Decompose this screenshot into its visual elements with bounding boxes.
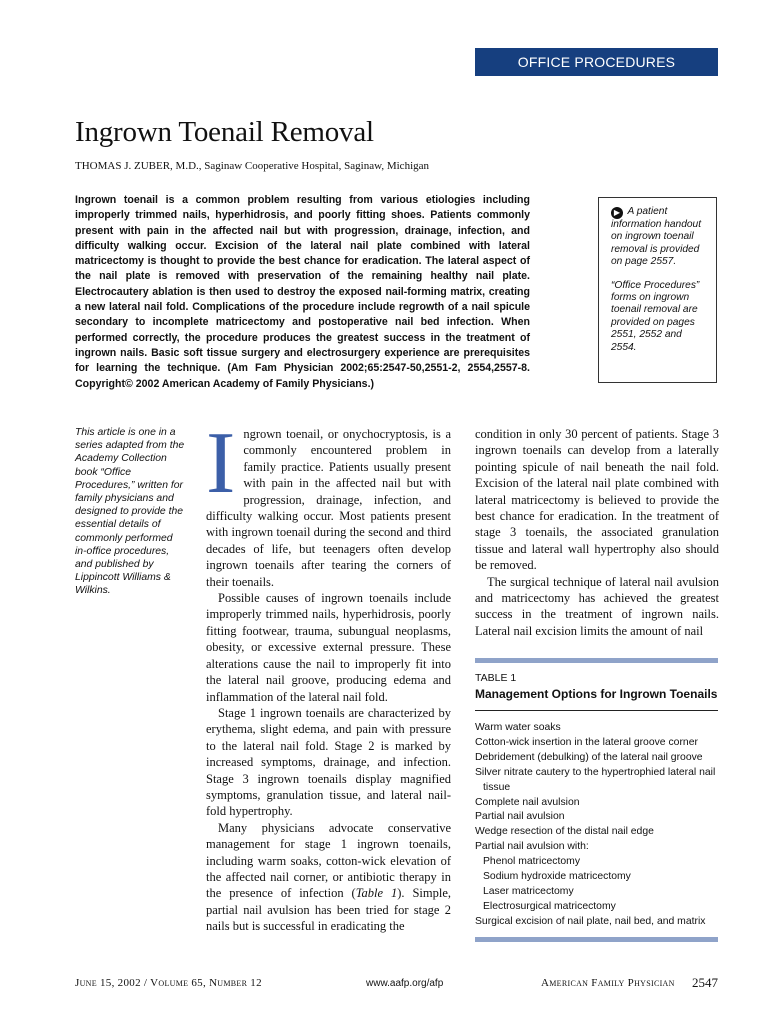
table-item: Cotton-wick insertion in the lateral groove corner — [475, 736, 698, 748]
section-label: OFFICE PROCEDURES — [517, 54, 676, 70]
table-item: Debridement (debulking) of the lateral nail groove — [475, 751, 703, 763]
table-subitem: Sodium hydroxide matricectomy — [483, 871, 631, 883]
callout-handout-note — [611, 206, 708, 269]
body-column-1 — [206, 415, 451, 935]
table-bottom-rule — [475, 937, 718, 942]
table-list — [475, 721, 721, 930]
section-banner — [475, 48, 718, 76]
table-item: Surgical excision of nail plate, nail bed, and matrix — [475, 915, 706, 927]
page-number: 2547 — [692, 975, 718, 990]
article-title: Ingrown Toenail Removal — [75, 116, 374, 148]
body-text-1: ngrown toenail, or onychocryptosis, is a commonly encountered problem in family practice. Patients usually present with pain in the affected nail but with progression, drainage, infection, and difficulty walking occur. Most patients present with ingrown toenail during the second and third decades of life, but teenagers often develop ingrown toenails after tearing the corners of their toenails. — [206, 427, 451, 589]
body-paragraph-1 — [206, 415, 451, 590]
callout-text-2: “Office Procedures” forms on ingrown toenail removal are provided on pages 2551, 2552 and 2554. — [611, 279, 700, 353]
abstract: Ingrown toenail is a common problem resulting from various etiologies including improperly trimmed nails, hyperhidrosis, and poorly fitting shoes. Patients commonly present with pain in the affected nail but with progression, drainage, infection, and difficulty walking occur. Excision of the lateral nail plate combined with lateral matricectomy is thought to provide the best chance for eradication. The lateral aspect of the nail plate is removed with preservation of the remaining healthy nail plate. Electrocautery ablation is then used to destroy the exposed nail-forming matrix, creating a new lateral nail fold. Complications of the procedure include regrowth of a nail spicule secondary to incomplete matricectomy and postoperative nail bed infection. When performed correctly, the procedure produces the greatest success in the treatment of ingrown nails. Basic soft tissue surgery and electrosurgery experience are prerequisites for learning the technique. (Am Fam Physician 2002;65:2547-50,2551-2, 2554,2557-8. Copyright© 2002 American Academy of Family Physicians.) — [75, 194, 530, 390]
table-label: TABLE 1 — [475, 672, 517, 684]
body-column-2 — [475, 426, 719, 639]
handout-callout — [598, 197, 717, 383]
footer-issue: June 15, 2002 / Volume 65, Number 12 — [75, 977, 262, 989]
table-item: Silver nitrate cautery to the hypertrophied lateral nail tissue — [475, 766, 716, 793]
body-text-4b: ). Simple, partial nail avulsion has been tried for stage 2 nails but is successful in eradicating the — [206, 886, 451, 934]
body-paragraph-6: The surgical technique of lateral nail avulsion and matricectomy has achieved the greatest success in the treatment of ingrown nails. Lateral nail excision limits the amount of nail — [475, 574, 719, 638]
callout-text-1: A patient information handout on ingrown toenail removal is provided on page 2557. — [611, 206, 702, 268]
table-item: Wedge resection of the distal nail edge — [475, 826, 654, 838]
table-subitem: Phenol matricectomy — [483, 856, 581, 868]
body-text-4a: Many physicians advocate conservative management for stage 1 ingrown toenails, including warm soaks, cotton-wick elevation of the affected nail corner, or antibiotic therapy in the presence of infection ( — [206, 820, 451, 901]
body-paragraph-5: condition in only 30 percent of patients. Stage 3 ingrown toenails can develop from a laterally pointing spicule of nail beneath the nail fold. Excision of the lateral nail plate combined with lateral matricectomy is believed to provide the best chance for eradication. In the treatment of stage 3 toenails, the associated granulation tissue and lateral wall hypertrophy also should be removed. — [475, 427, 719, 573]
body-paragraph-2: Possible causes of ingrown toenails include improperly trimmed nails, hyperhidrosis, poorly fitting footwear, trauma, subungual neoplasms, obesity, or excessive external pressure. These alterations cause the nail to improperly fit into the lateral nail groove, producing edema and inflammation of the lateral nail fold. — [206, 591, 451, 704]
table-top-rule — [475, 658, 718, 663]
table-item: Partial nail avulsion — [475, 811, 565, 823]
table-item: Warm water soaks — [475, 722, 561, 733]
table-item: Partial nail avulsion with: — [475, 841, 589, 853]
footer-url[interactable]: www.aafp.org/afp — [366, 978, 444, 989]
table-1-link[interactable]: Table 1 — [355, 886, 398, 901]
body-paragraph-4 — [206, 820, 451, 935]
drop-cap: I — [206, 415, 236, 512]
body-paragraph-3: Stage 1 ingrown toenails are characterized by erythema, slight edema, and pain with pressure to the lateral nail fold. Stage 2 is marked by increased symptoms, drainage, and infection. Stage 3 ingrown toenails display magnified symptoms, granulation tissue, and lateral nail-fold hypertrophy. — [206, 705, 451, 819]
author-byline: THOMAS J. ZUBER, M.D., Saginaw Cooperative Hospital, Saginaw, Michigan — [75, 160, 430, 172]
table-item: Complete nail avulsion — [475, 796, 580, 808]
table-subitem: Electrosurgical matricectomy — [483, 900, 616, 912]
arrow-circle-icon: ▶ — [611, 207, 623, 219]
table-subitem: Laser matricectomy — [483, 885, 574, 897]
table-title: Management Options for Ingrown Toenails — [475, 687, 718, 701]
footer-journal: American Family Physician — [541, 977, 675, 989]
series-sidenote: This article is one in a series adapted from the Academy Collection book “Office Procedures,” written for family physicians and designed to provide the essential details of commonly performed in-office procedures, and published by Lippincott Williams & Wilkins. — [75, 427, 185, 597]
table-header-rule — [475, 710, 718, 711]
